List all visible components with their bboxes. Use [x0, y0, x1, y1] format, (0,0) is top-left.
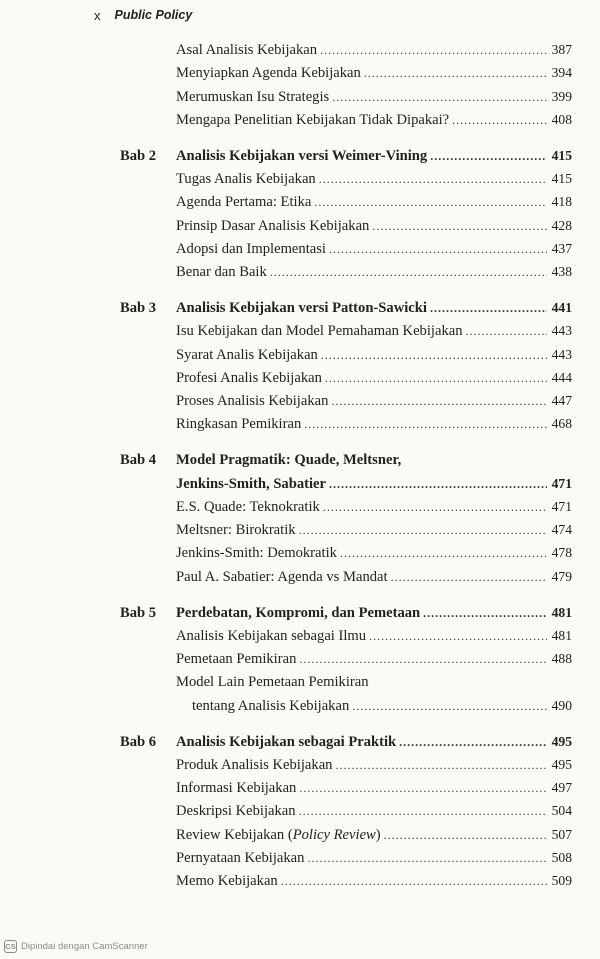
dot-leader — [307, 851, 547, 866]
toc-entry[interactable] — [0, 194, 600, 217]
toc-entry-page: 408 — [551, 111, 572, 127]
toc-entry-page: 438 — [551, 264, 572, 280]
dot-leader — [321, 348, 547, 363]
toc-entry-label: Mengapa Penelitian Kebijakan Tidak Dipakai? — [176, 111, 450, 128]
toc-entry[interactable] — [0, 112, 600, 135]
toc-entry[interactable] — [0, 218, 600, 241]
scanner-watermark-text: Dipindai dengan CamScanner — [21, 940, 148, 952]
toc-entry-page: 490 — [551, 697, 572, 713]
toc-entry-page: 428 — [551, 217, 572, 233]
toc-entry-label: Informasi Kebijakan — [176, 780, 297, 797]
dot-leader — [399, 735, 547, 750]
toc-entry-label: Agenda Pertama: Etika — [176, 194, 312, 211]
chapter-page: 495 — [551, 733, 572, 749]
dot-leader — [430, 301, 547, 316]
toc-entry-page: 508 — [551, 850, 572, 865]
toc-entry-page: 443 — [551, 346, 572, 362]
toc-entry-page: 474 — [551, 522, 572, 538]
toc-entry-label: Analisis Kebijakan sebagai Ilmu — [176, 627, 367, 644]
chapter-page: 471 — [551, 475, 572, 491]
chapter-number: Bab 2 — [120, 147, 157, 164]
toc-entry-page: 479 — [551, 568, 572, 584]
toc-entry[interactable] — [0, 241, 600, 264]
toc-entry[interactable] — [0, 757, 600, 780]
toc-entry-label: tentang Analisis Kebijakan — [192, 697, 350, 714]
dot-leader — [369, 629, 547, 644]
toc-entry-label-line1: Model Lain Pemetaan Pemikiran — [176, 674, 369, 691]
toc-entry-label: Benar dan Baik — [176, 264, 267, 281]
dot-leader — [430, 149, 547, 164]
toc-entry-page: 444 — [551, 369, 572, 385]
chapter-title: Analisis Kebijakan sebagai Praktik — [176, 733, 397, 750]
toc-entry[interactable] — [0, 628, 600, 651]
dot-leader — [384, 828, 547, 843]
toc-entry[interactable] — [0, 370, 600, 393]
toc-entry-label: Asal Analisis Kebijakan — [176, 42, 318, 58]
chapter-heading[interactable] — [0, 734, 600, 757]
table-of-contents — [0, 42, 600, 897]
toc-entry-page: 399 — [551, 88, 572, 104]
toc-entry-page: 415 — [551, 170, 572, 186]
chapter-page: 415 — [551, 147, 572, 163]
dot-leader — [320, 43, 547, 58]
chapter-heading-line1[interactable] — [0, 452, 600, 475]
chapter-heading[interactable] — [0, 148, 600, 171]
dot-leader — [323, 500, 547, 515]
chapter-page: 481 — [551, 604, 572, 620]
dot-leader — [270, 265, 547, 280]
dot-leader — [331, 394, 547, 409]
chapter-title: Perdebatan, Kompromi, dan Pemetaan — [176, 604, 421, 621]
toc-entry[interactable] — [0, 850, 600, 873]
toc-entry-page: 478 — [551, 545, 572, 561]
dot-leader — [304, 417, 547, 432]
dot-leader — [466, 324, 547, 339]
toc-entry[interactable] — [0, 171, 600, 194]
chapter-number: Bab 3 — [120, 299, 157, 316]
toc-entry-page: 471 — [551, 498, 572, 514]
toc-entry-label: Ringkasan Pemikiran — [176, 416, 302, 433]
scanner-watermark — [4, 937, 148, 955]
toc-entry-label: Prinsip Dasar Analisis Kebijakan — [176, 217, 370, 234]
toc-entry[interactable] — [0, 545, 600, 568]
toc-entry[interactable] — [0, 42, 600, 65]
toc-entry[interactable] — [0, 569, 600, 592]
dot-leader — [332, 90, 547, 105]
running-header — [94, 4, 192, 26]
toc-entry[interactable] — [0, 780, 600, 803]
chapter-heading[interactable] — [0, 605, 600, 628]
toc-entry-line1[interactable] — [0, 674, 600, 697]
dot-leader — [329, 242, 547, 257]
toc-entry-label: Adopsi dan Implementasi — [176, 240, 326, 257]
toc-entry-page: 507 — [551, 826, 572, 842]
toc-entry-page: 447 — [551, 393, 572, 409]
toc-entry[interactable] — [0, 323, 600, 346]
chapter-heading[interactable] — [0, 300, 600, 323]
chapter-title-line1: Model Pragmatik: Quade, Meltsner, — [176, 452, 402, 469]
toc-entry-page: 437 — [551, 240, 572, 256]
page-number: x — [94, 7, 101, 23]
toc-entry-label: E.S. Quade: Teknokratik — [176, 498, 320, 515]
toc-entry[interactable] — [0, 264, 600, 287]
chapter-heading[interactable] — [0, 476, 600, 499]
toc-entry-page: 497 — [551, 780, 572, 796]
toc-entry[interactable] — [0, 89, 600, 112]
dot-leader — [314, 195, 547, 210]
running-title: Public Policy — [114, 8, 193, 22]
toc-entry[interactable] — [0, 651, 600, 674]
toc-entry-page: 495 — [551, 756, 572, 772]
toc-entry-label: Meltsner: Birokratik — [176, 522, 296, 539]
toc-entry-label: Profesi Analis Kebijakan — [176, 369, 322, 386]
toc-entry[interactable] — [0, 65, 600, 88]
dot-leader — [281, 874, 547, 889]
dot-leader — [352, 699, 547, 714]
toc-entry[interactable] — [0, 827, 600, 850]
toc-entry-label: Jenkins-Smith: Demokratik — [176, 545, 337, 562]
chapter-number: Bab 4 — [120, 452, 157, 469]
dot-leader — [391, 570, 547, 585]
chapter-title: Analisis Kebijakan versi Patton-Sawicki — [176, 299, 427, 316]
dot-leader — [340, 546, 547, 561]
chapter-title: Jenkins-Smith, Sabatier — [176, 475, 327, 492]
toc-entry[interactable] — [0, 499, 600, 522]
dot-leader — [423, 606, 547, 621]
toc-entry-label: Menyiapkan Agenda Kebijakan — [176, 65, 361, 82]
toc-entry-label: Pemetaan Pemikiran — [176, 651, 297, 668]
toc-entry-page: 509 — [551, 873, 572, 889]
toc-entry-page: 481 — [551, 627, 572, 643]
toc-entry-label: Review Kebijakan (Policy Review) — [176, 826, 381, 843]
chapter-title: Analisis Kebijakan versi Weimer-Vining — [176, 147, 428, 164]
dot-leader — [372, 219, 547, 234]
toc-entry-label: Memo Kebijakan — [176, 873, 278, 890]
toc-entry-page: 387 — [551, 42, 572, 57]
toc-entry-label: Pernyataan Kebijakan — [176, 850, 305, 866]
toc-entry[interactable] — [0, 347, 600, 370]
toc-entry-page: 394 — [551, 65, 572, 81]
toc-entry[interactable] — [0, 393, 600, 416]
dot-leader — [335, 758, 547, 773]
toc-entry-page: 488 — [551, 651, 572, 667]
toc-entry-label: Isu Kebijakan dan Model Pemahaman Kebijakan — [176, 323, 463, 340]
dot-leader — [364, 66, 547, 81]
toc-entry-label: Produk Analisis Kebijakan — [176, 756, 333, 773]
toc-entry[interactable] — [0, 873, 600, 896]
toc-entry-page: 418 — [551, 194, 572, 210]
dot-leader — [299, 781, 547, 796]
dot-leader — [299, 523, 547, 538]
toc-entry-page: 504 — [551, 803, 572, 819]
toc-entry[interactable] — [0, 803, 600, 826]
toc-entry[interactable] — [0, 522, 600, 545]
chapter-number: Bab 6 — [120, 733, 157, 750]
chapter-number: Bab 5 — [120, 604, 157, 621]
toc-entry-label: Deskripsi Kebijakan — [176, 803, 296, 820]
toc-entry[interactable] — [0, 416, 600, 439]
dot-leader — [329, 477, 547, 492]
toc-entry[interactable] — [0, 698, 600, 721]
dot-leader — [325, 371, 547, 386]
camscanner-logo-icon: CS — [5, 941, 16, 951]
toc-entry-label: Syarat Analis Kebijakan — [176, 346, 318, 363]
dot-leader — [299, 652, 547, 667]
toc-entry-page: 468 — [551, 416, 572, 432]
toc-entry-page: 443 — [551, 323, 572, 339]
dot-leader — [319, 172, 547, 187]
toc-entry-label: Paul A. Sabatier: Agenda vs Mandat — [176, 568, 388, 585]
toc-entry-label: Proses Analisis Kebijakan — [176, 393, 329, 410]
dot-leader — [299, 804, 547, 819]
dot-leader — [452, 113, 547, 128]
toc-entry-label: Tugas Analis Kebijakan — [176, 170, 316, 187]
chapter-page: 441 — [551, 299, 572, 315]
toc-entry-label: Merumuskan Isu Strategis — [176, 88, 330, 105]
